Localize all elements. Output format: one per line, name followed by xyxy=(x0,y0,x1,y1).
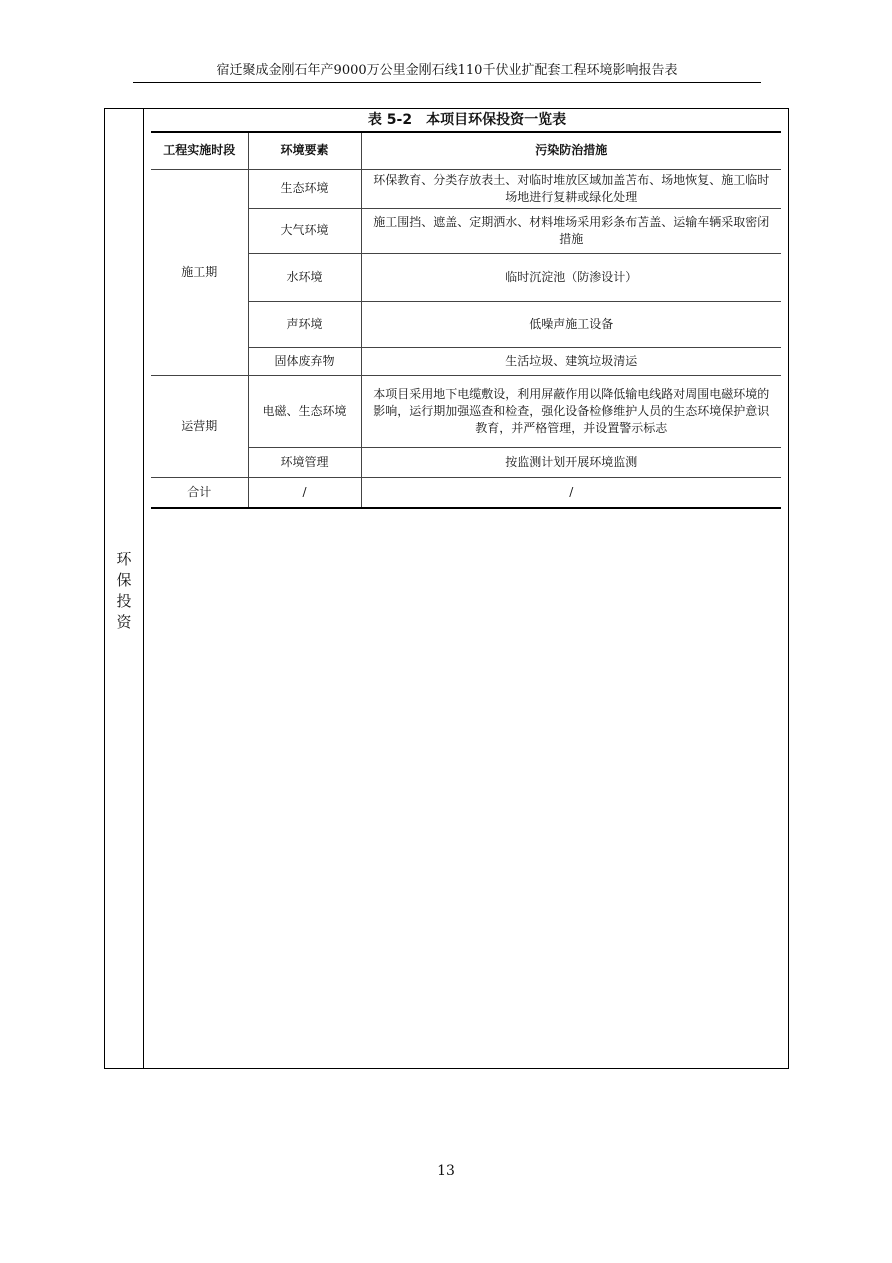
phase-construction: 施工期 xyxy=(151,169,248,375)
measure-cell: 施工围挡、遮盖、定期洒水、材料堆场采用彩条布苫盖、运输车辆采取密闭措施 xyxy=(361,208,781,253)
header-row xyxy=(151,132,781,169)
side-char: 资 xyxy=(116,613,132,631)
measure-cell: 临时沉淀池（防渗设计） xyxy=(361,253,781,301)
page-number: 13 xyxy=(437,1163,455,1179)
measure-cell: 低噪声施工设备 xyxy=(361,301,781,347)
total-label: 合计 xyxy=(151,477,248,508)
side-char: 环 xyxy=(116,550,132,568)
measure-cell: 按监测计划开展环境监测 xyxy=(361,447,781,477)
side-column xyxy=(105,109,144,1068)
total-measure: / xyxy=(361,477,781,508)
element-cell: 生态环境 xyxy=(248,169,361,208)
measure-cell: 生活垃圾、建筑垃圾清运 xyxy=(361,347,781,375)
element-cell: 固体废弃物 xyxy=(248,347,361,375)
side-char: 投 xyxy=(116,592,132,610)
header-phase: 工程实施时段 xyxy=(151,132,248,169)
table-row xyxy=(151,375,781,447)
element-cell: 电磁、生态环境 xyxy=(248,375,361,447)
total-row xyxy=(151,477,781,508)
element-cell: 水环境 xyxy=(248,253,361,301)
investment-table xyxy=(151,131,781,509)
element-cell: 大气环境 xyxy=(248,208,361,253)
element-cell: 环境管理 xyxy=(248,447,361,477)
header-element: 环境要素 xyxy=(248,132,361,169)
side-label xyxy=(105,549,143,633)
element-cell: 声环境 xyxy=(248,301,361,347)
side-char: 保 xyxy=(116,571,132,589)
phase-operation: 运营期 xyxy=(151,375,248,477)
total-element: / xyxy=(248,477,361,508)
table-row xyxy=(151,169,781,208)
content-frame xyxy=(104,108,789,1069)
page-header: 宿迁聚成金刚石年产9000万公里金刚石线110千伏业扩配套工程环境影响报告表 xyxy=(133,60,761,83)
header-measures: 污染防治措施 xyxy=(361,132,781,169)
table-title: 表 5-2 本项目环保投资一览表 xyxy=(367,112,567,128)
measure-cell: 环保教育、分类存放表土、对临时堆放区域加盖苫布、场地恢复、施工临时场地进行复耕或绿化处理 xyxy=(361,169,781,208)
measure-cell: 本项目采用地下电缆敷设，利用屏蔽作用以降低输电线路对周围电磁环境的影响，运行期加强巡查和检查，强化设备检修维护人员的生态环境保护意识教育，并严格管理，并设置警示标志 xyxy=(361,375,781,447)
